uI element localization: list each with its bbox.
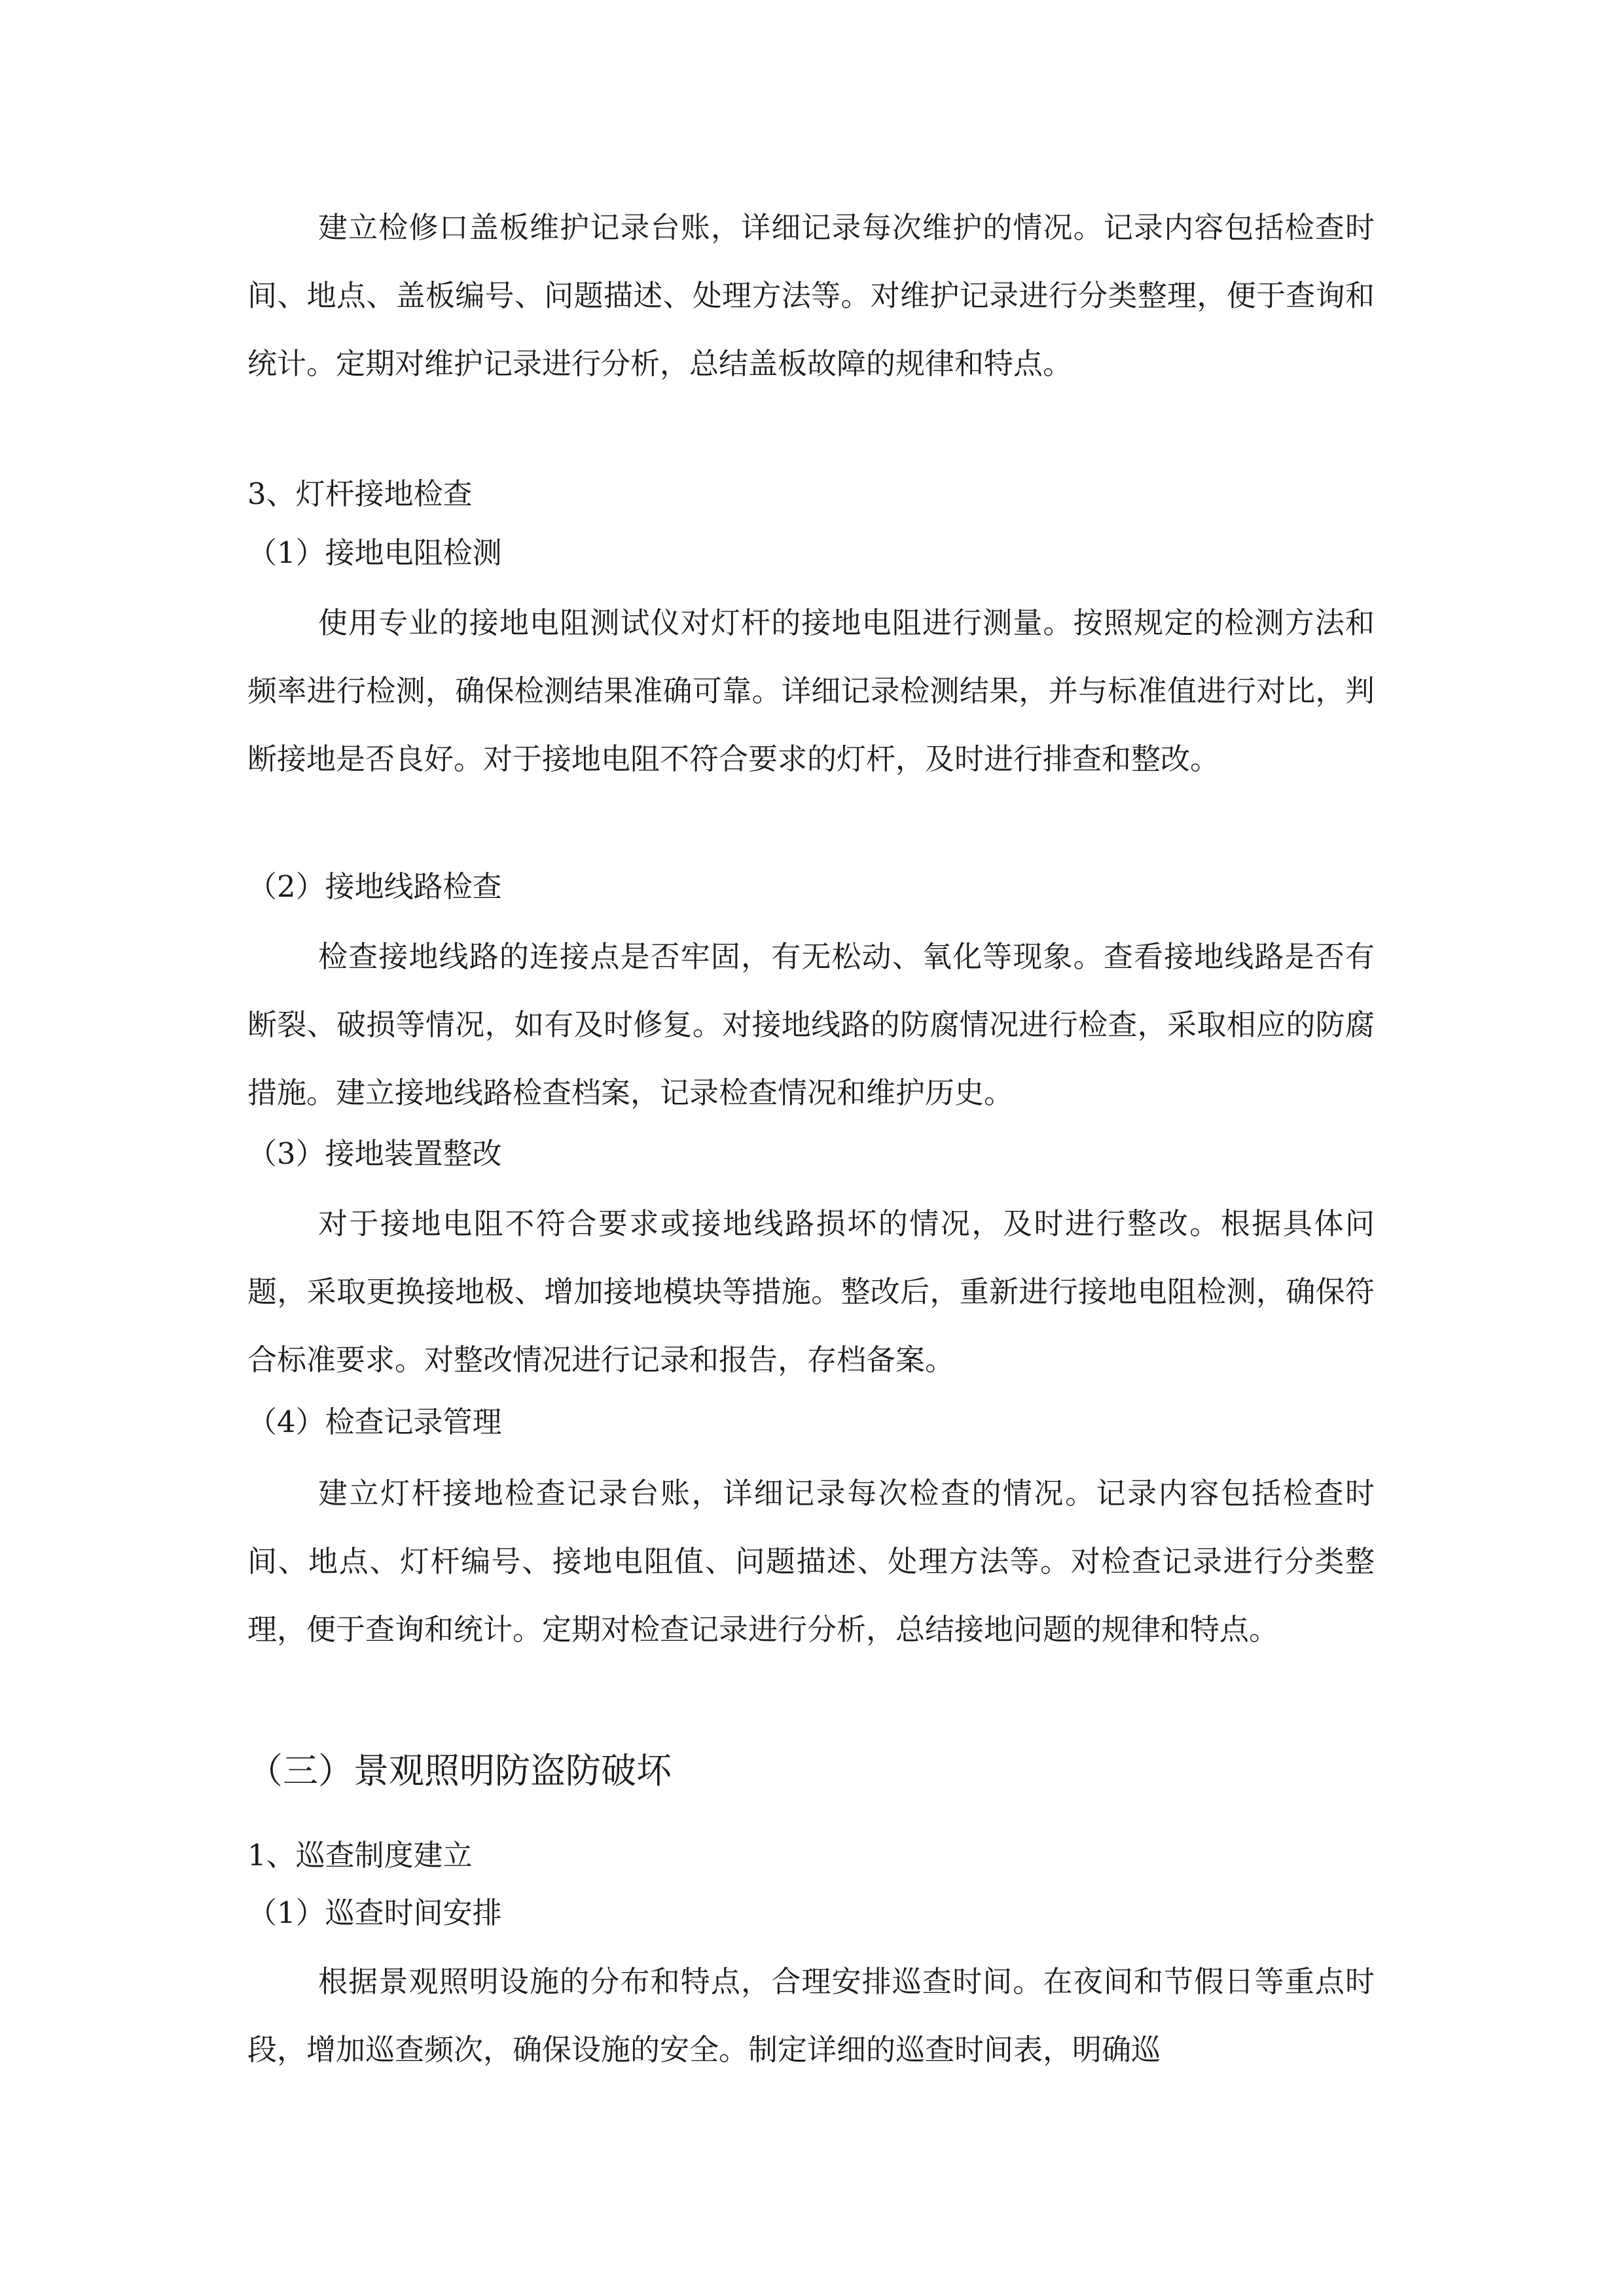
- section-heading-anti-theft: （三）景观照明防盗防破坏: [247, 1750, 672, 1791]
- subheading-grounding-resistance-test: （1）接地电阻检测: [247, 535, 502, 570]
- paragraph-inspection-record-management: 建立灯杆接地检查记录台账，详细记录每次检查的情况。记录内容包括检查时间、地点、灯杆编号、接地电阻值、问题描述、处理方法等。对检查记录进行分类整理，便于查询和统计。定期对检查记录进行分析，总结接地问题的规律和特点。: [247, 1476, 1375, 1647]
- paragraph-patrol-schedule: 根据景观照明设施的分布和特点，合理安排巡查时间。在夜间和节假日等重点时段，增加巡查频次，确保设施的安全。制定详细的巡查时间表，明确巡: [247, 1964, 1375, 2067]
- subheading-grounding-line-check: （2）接地线路检查: [247, 869, 502, 904]
- paragraph-cover-maintenance-records: 建立检修口盖板维护记录台账，详细记录每次维护的情况。记录内容包括检查时间、地点、盖板编号、问题描述、处理方法等。对维护记录进行分类整理，便于查询和统计。定期对维护记录进行分析，总结盖板故障的规律和特点。: [247, 210, 1375, 381]
- heading-patrol-system: 1、巡查制度建立: [247, 1838, 473, 1873]
- subheading-patrol-schedule: （1）巡查时间安排: [247, 1895, 502, 1930]
- subheading-inspection-record-management: （4）检查记录管理: [247, 1405, 502, 1439]
- paragraph-grounding-device-rectification: 对于接地电阻不符合要求或接地线路损坏的情况，及时进行整改。根据具体问题，采取更换接地极、增加接地模块等措施。整改后，重新进行接地电阻检测，确保符合标准要求。对整改情况进行记录和报告，存档备案。: [247, 1206, 1375, 1377]
- paragraph-grounding-line-check: 检查接地线路的连接点是否牢固，有无松动、氧化等现象。查看接地线路是否有断裂、破损等情况，如有及时修复。对接地线路的防腐情况进行检查，采取相应的防腐措施。建立接地线路检查档案，记录检查情况和维护历史。: [247, 939, 1375, 1110]
- heading-pole-grounding-inspection: 3、灯杆接地检查: [247, 476, 473, 511]
- subheading-grounding-device-rectification: （3）接地装置整改: [247, 1136, 502, 1171]
- paragraph-grounding-resistance-test: 使用专业的接地电阻测试仪对灯杆的接地电阻进行测量。按照规定的检测方法和频率进行检测，确保检测结果准确可靠。详细记录检测结果，并与标准值进行对比，判断接地是否良好。对于接地电阻不符合要求的灯杆，及时进行排查和整改。: [247, 605, 1375, 776]
